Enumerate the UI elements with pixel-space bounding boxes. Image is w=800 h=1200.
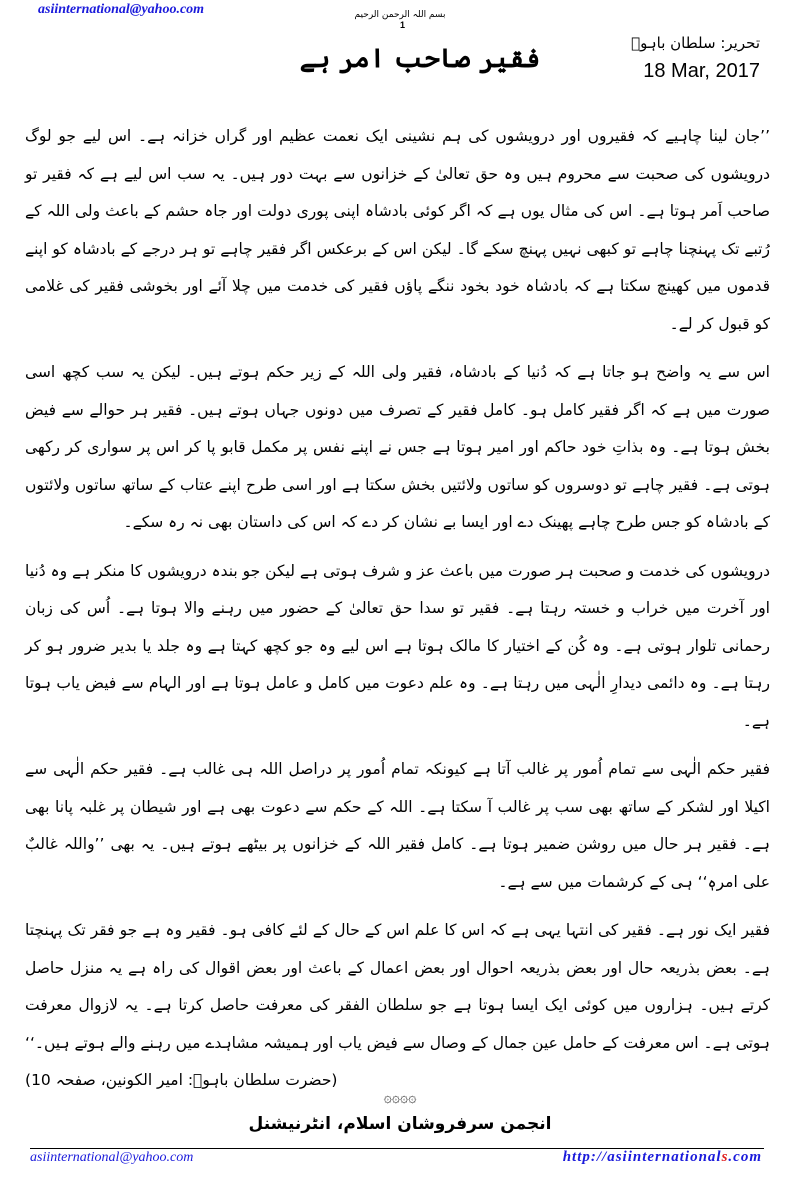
page-number: 1 [400, 20, 406, 30]
paragraph-4: فقیر حکم الٰہی سے تمام اُمور پر غالب آتا ہے کیونکہ تمام اُمور پر دراصل اللہ ہی غالب ہے۔ فقیر حکم الٰہی سے اکیلا اور لشکر کے ساتھ بھی سب پر غالب آ سکتا ہے۔ اللہ کے حکم سے دعوت بھی ہے اور شیطان پر غلبہ پانا بھی ہے۔ فقیر ہر حال میں روشن ضمیر ہوتا ہے۔ کامل فقیر اللہ کے خزانوں پر بیٹھے ہوتے ہیں۔ یہ بھی ’’واللہ غالبٌ علی امرہٖ‘‘ ہی کے کرشمات میں سے ہے۔ [25, 760, 770, 891]
paragraph-5 [25, 912, 770, 1089]
citation: (حضرت سلطان باہوؒ: امیر الکونین، صفحہ 10) [25, 1071, 338, 1089]
footer-website-link[interactable] [563, 1149, 762, 1166]
date: 18 Mar, 2017 [643, 60, 760, 82]
footer-email-link[interactable]: asiinternational@yahoo.com [30, 1150, 194, 1165]
author-line: تحریر: سلطان باہوؒ [631, 34, 760, 52]
url-prefix: http://asiinternational [562, 1149, 722, 1165]
ornament-divider: ۞۞۞۞ [383, 1090, 417, 1106]
organization-name: انجمن سرفروشان اسلام، انٹرنیشنل [248, 1114, 552, 1134]
paragraph-3: درویشوں کی خدمت و صحبت ہر صورت میں باعث عز و شرف ہوتی ہے لیکن جو بندہ درویشوں کا منکر ہے وہ دُنیا اور آخرت میں خراب و خستہ رہتا ہے۔ فقیر تو سدا حق تعالیٰ کے حضور میں رہنے والا ہوتا ہے۔ اُس کی زبان رحمانی تلوار ہوتی ہے۔ وہ کُن کے اختیار کا مالک ہوتا ہے اس لیے وہ جو کچھ کہتا ہے وہ جلد یا بدیر ضرور ہو کر رہتا ہے۔ وہ دائمی دیدارِ الٰہی میں رہتا ہے۔ وہ علم دعوت میں کامل و عامل ہوتا ہے اور الہام سے فیض یاب ہوتا ہے۔ [25, 561, 770, 730]
paragraph-2: اس سے یہ واضح ہو جاتا ہے کہ دُنیا کے بادشاہ، فقیر ولی اللہ کے زیر حکم ہوتے ہیں۔ لیکن یہ سب کچھ اسی صورت میں ہے کہ اگر فقیر کامل ہو۔ کامل فقیر کے تصرف میں دونوں جہاں ہوتے ہیں۔ فقیر ہر حوالے سے فیض بخش ہوتا ہے۔ وہ بذاتِ خود حاکم اور امیر ہوتا ہے جس نے اپنے نفس پر مکمل قابو پا کر اس پر سواری کر رکھی ہوتی ہے۔ فقیر چاہے تو دوسروں کو ساتوں ولائتیں بخش سکتا ہے اور اسی طرح اپنے عتاب کے ساتھ ساتوں ولائتوں کے بادشاہ کو جس طرح چاہے پھینک دے اور ایسا بے نشان کر دے کہ اس کی داستان بھی نہ رہ سکے۔ [25, 363, 770, 531]
page-title: فقیر صاحب امر ہے [299, 44, 541, 74]
url-suffix: .com [728, 1149, 762, 1165]
article-body [25, 118, 770, 1100]
url-accent: s [721, 1149, 729, 1165]
paragraph-1: ’’جان لینا چاہیے کہ فقیروں اور درویشوں کی ہم نشینی ایک نعمت عظیم اور گراں خزانہ ہے۔ اس لیے جو لوگ درویشوں کی صحبت سے محروم ہیں وہ حق تعالیٰ کے خزانوں سے بہت دور ہیں۔ یہ سب اس لیے ہے کہ فقیر تو صاحب اَمر ہوتا ہے۔ اس کی مثال یوں ہے کہ اگر کوئی بادشاہ اپنی پوری دولت اور جاہ حشم کے باعث ولی اللہ کے رُتبے تک پہنچنا چاہے تو کبھی نہیں پہنچ سکے گا۔ لیکن اس کے برعکس اگر فقیر چاہے تو ہر درجے کے بادشاہ کو اپنے قدموں میں کھینچ سکتا ہے کہ بادشاہ خود بخود ننگے پاؤں فقیر کی خدمت میں چلا آئے اور بخوشی فقیر کی غلامی کو قبول کر لے۔ [25, 127, 770, 333]
header-email[interactable]: asiinternational@yahoo.com [38, 2, 205, 17]
paragraph-5-text: فقیر ایک نور ہے۔ فقیر کی انتہا یہی ہے کہ اس کا علم اس کے حال کے لئے کافی ہو۔ فقیر وہ ہے جو فقر تک پہنچتا ہے۔ بعض بذریعہ حال اور بعض بذریعہ احوال اور بعض اعمال کے باعث اور بعض اقوال کی راہ ہے یہ منزل حاصل کرتے ہیں۔ ہزاروں میں کوئی ایک ایسا ہوتا ہے جو سلطان الفقر کی معرفت حاصل کرتا ہے۔ یہ لازوال معرفت ہوتی ہے۔ اس معرفت کے حامل عین جمال کے وصال سے فیض یاب اور ہمیشہ مشاہدے میں رہنے والے ہوتے ہیں۔‘‘ [25, 921, 770, 1052]
bismillah: بسم اللہ الرحمن الرحیم [354, 10, 446, 20]
